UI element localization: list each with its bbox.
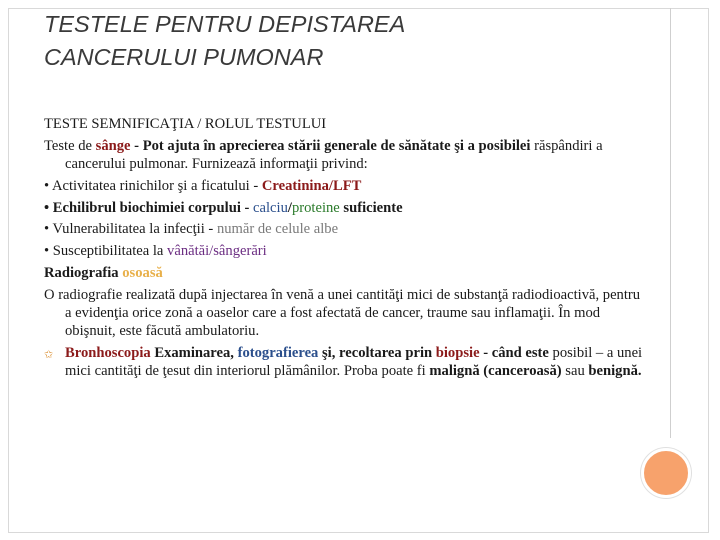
bullet2-suffix: suficiente xyxy=(339,199,403,216)
bronch-benign: benignă. xyxy=(588,363,642,380)
bronch-text-4: posibil – a unei mici cantităţi de ţesut din interiorul plămânilor. Proba poate fi xyxy=(65,344,643,380)
vertical-divider xyxy=(670,8,671,438)
blood-tests-paragraph xyxy=(44,137,649,173)
bullet2-calcium: calciu xyxy=(253,199,288,216)
bronchoscopy-item xyxy=(44,344,649,380)
bullet-biochemistry xyxy=(44,199,649,217)
bullet4-text: • Susceptibilitatea la xyxy=(44,243,168,260)
content-header: TESTE SEMNIFICAŢIA / ROLUL TESTULUI xyxy=(44,116,327,132)
bronch-malign: malignă (canceroasă) xyxy=(429,363,562,380)
bullet2-slash: / xyxy=(287,199,292,216)
bullet4-keyword: vânătăi/sângerări xyxy=(167,243,267,260)
blood-text-2: - Pot ajuta în aprecierea stării generale de sănătate şi a posibilei xyxy=(130,137,531,154)
bullet1-text: • Activitatea rinichilor şi a ficatului - xyxy=(44,177,262,194)
bronch-photo: fotografierea xyxy=(237,344,319,361)
blood-text-1: Teste de xyxy=(44,137,96,154)
blood-keyword: sânge xyxy=(95,137,131,154)
bronch-text-3: - când este xyxy=(479,344,549,361)
bone-scan-keyword: osoasă xyxy=(122,264,163,281)
bullet1-keyword: Creatinina/LFT xyxy=(261,177,362,194)
bronch-text-2: şi, recoltarea prin xyxy=(318,344,436,361)
bone-scan-description: O radiografie realizată după injectarea în venă a unei cantităţi mici de substanţă radiodioactivă, pentru a evidenţia orice zonă a oaselor care a fost afectată de cancer, traume sau inflamaţii. În mod obişnuit, este făcută ambulatoriu. xyxy=(44,286,641,340)
bronch-biopsy: biopsie xyxy=(435,344,480,361)
slide-content xyxy=(44,115,649,384)
bullet-bruising xyxy=(44,242,649,260)
bullet-kidney-liver xyxy=(44,177,649,195)
bullet-infection xyxy=(44,220,649,238)
bullet2-protein: proteine xyxy=(291,199,340,216)
title-line-1: TESTELE PENTRU DEPISTAREA xyxy=(44,11,406,37)
bone-scan-text: Radiografia xyxy=(44,264,123,281)
bullet3-keyword: număr de celule albe xyxy=(216,221,339,238)
bone-scan-heading xyxy=(44,264,649,282)
bronch-text-1: Examinarea, xyxy=(150,344,238,361)
bronch-keyword: Bronhoscopia xyxy=(65,344,151,361)
star-bullet-icon: ✩ xyxy=(44,347,54,361)
decorative-circle xyxy=(641,448,691,498)
bronch-text-5: sau xyxy=(561,363,589,380)
blood-text-3: răspândiri a cancerului pulmonar. Furnizează informaţii privind: xyxy=(65,137,603,172)
slide-title xyxy=(44,8,644,74)
bullet2-text: • Echilibrul biochimiei corpului - xyxy=(44,199,254,216)
bullet3-text: • Vulnerabilitatea la infecţii - xyxy=(44,221,217,238)
title-line-2: CANCERULUI PUMONAR xyxy=(44,44,324,70)
